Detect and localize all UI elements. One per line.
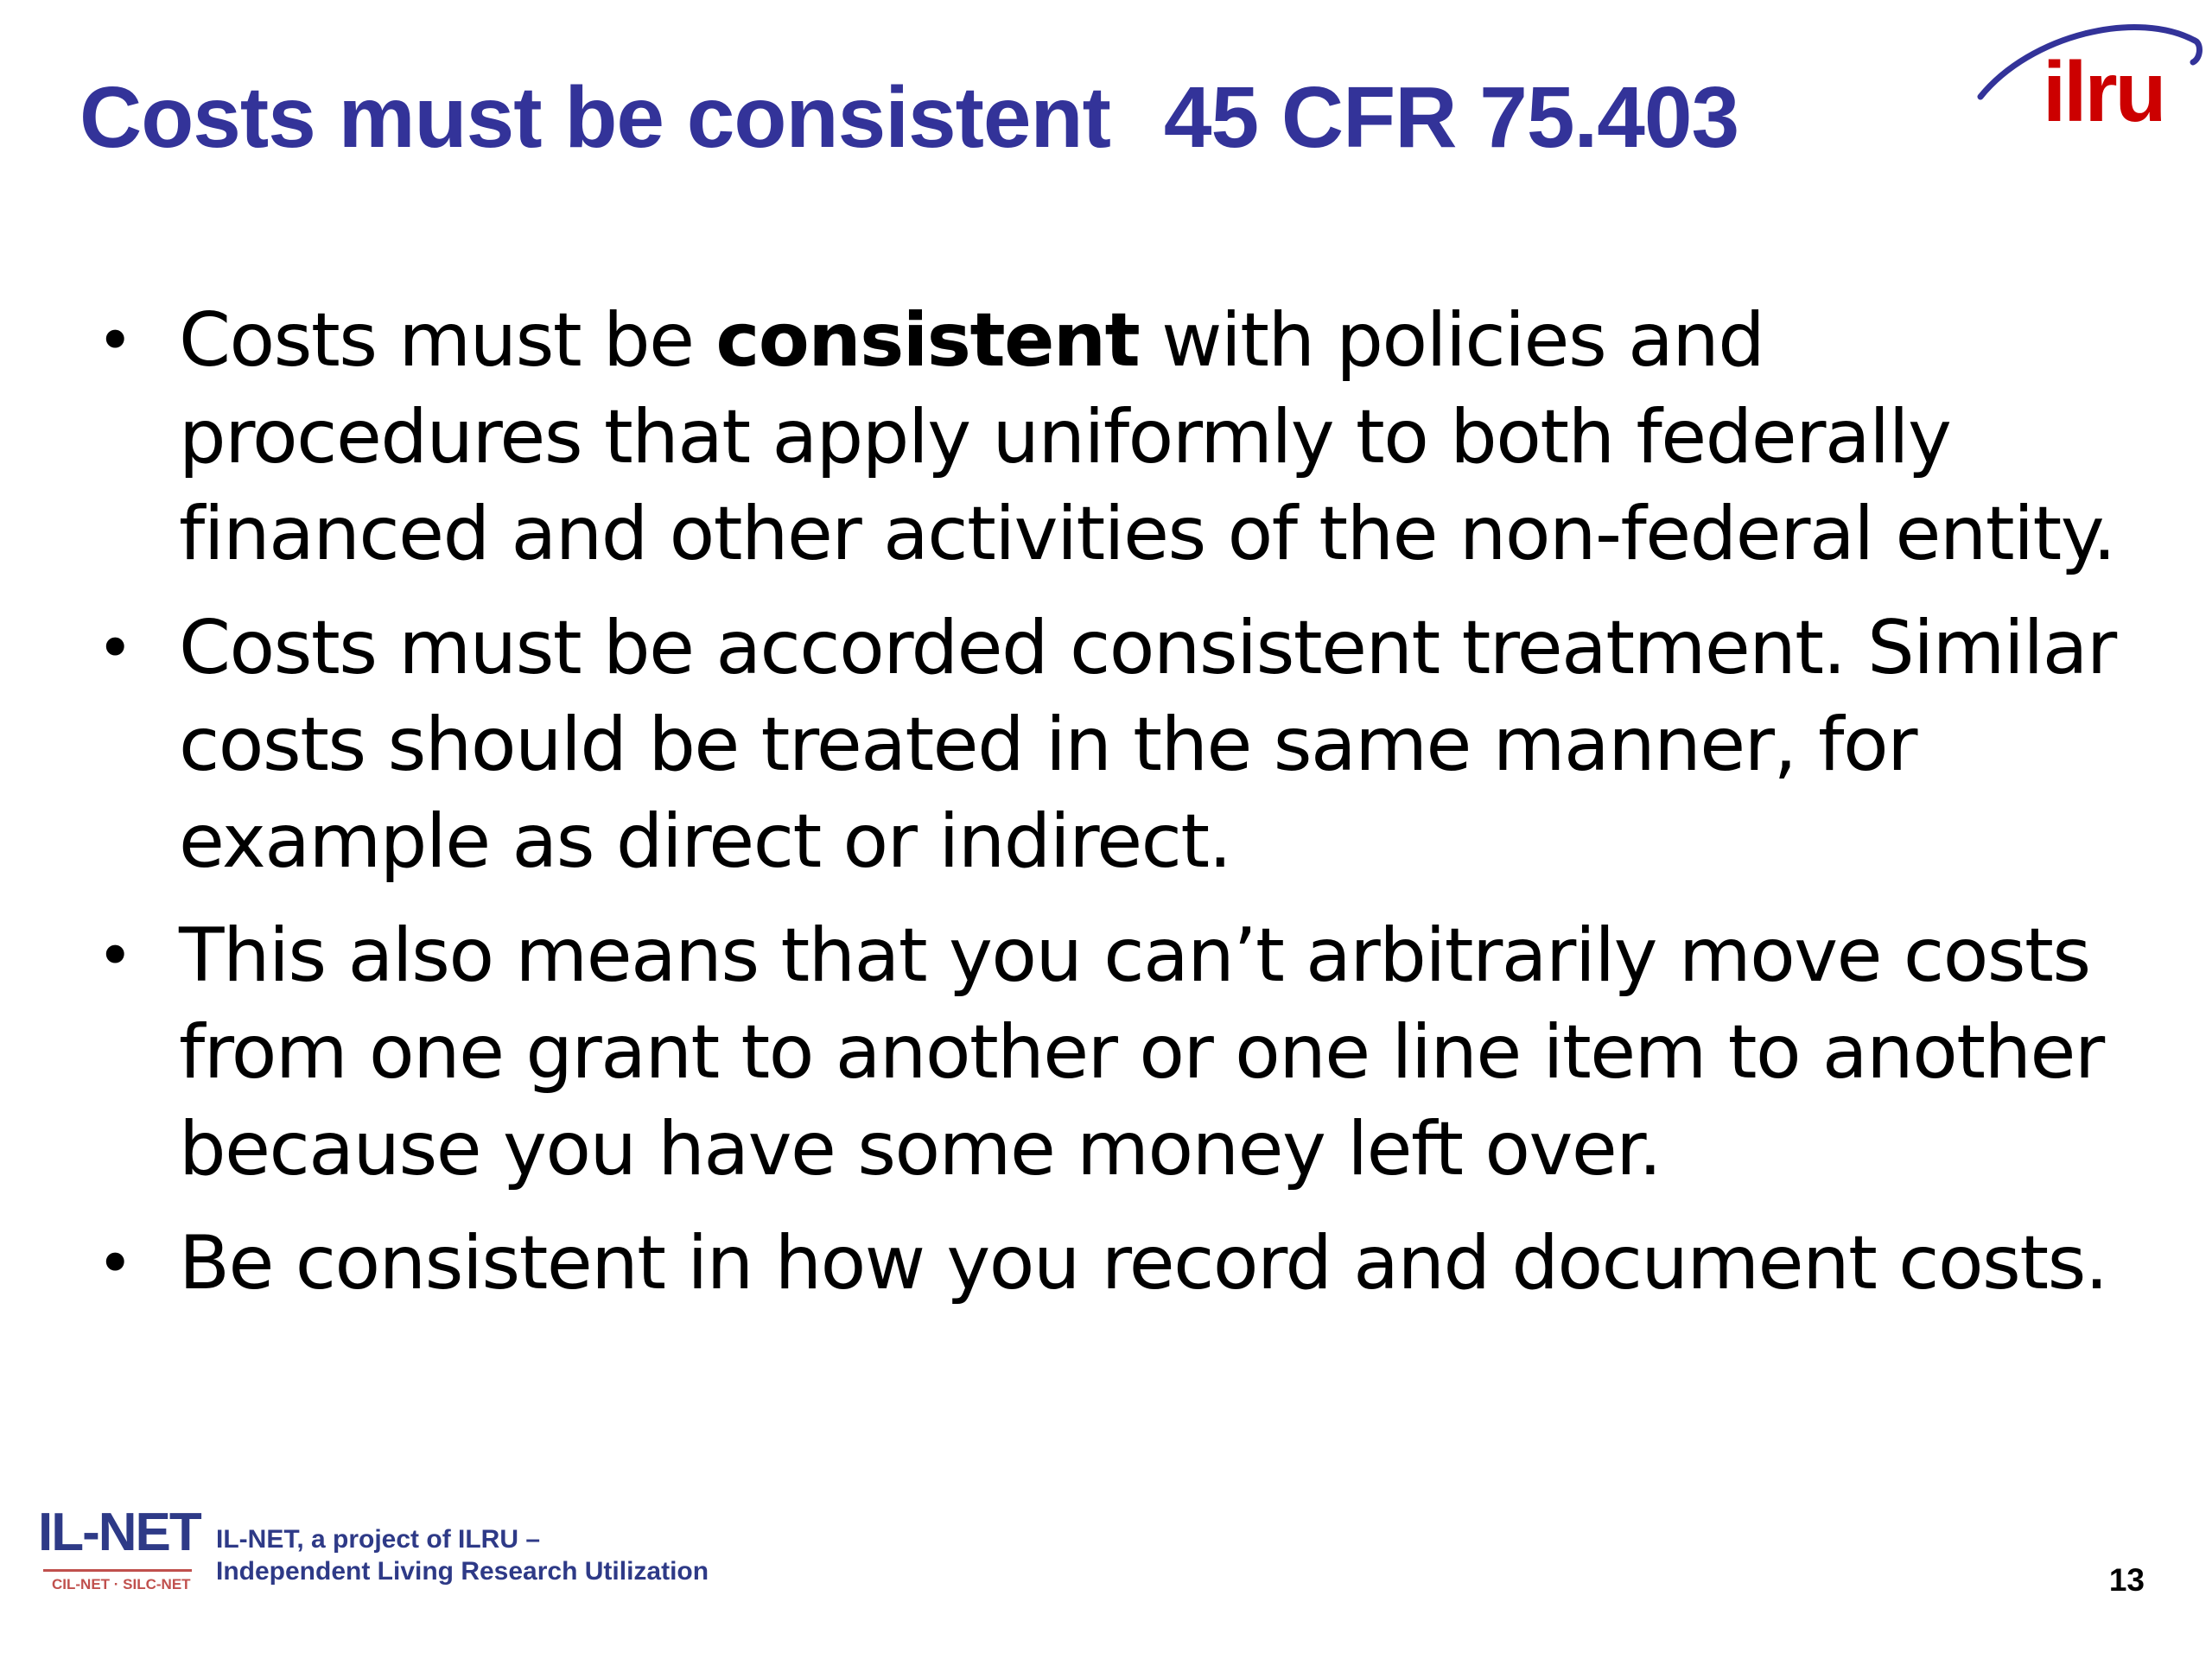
bullet-text: This also means that you can’t arbitrarily move costs from one grant to another or one line item to another because you have some money left over. (179, 912, 2104, 1192)
ilru-logo-icon (1970, 9, 2203, 138)
bullet-text-end: with policies and procedures that apply uniformly to both federally financed and other activities of the non-federal entity. (179, 297, 2115, 577)
il-net-logo-subtitle: CIL-NET · SILC-NET (52, 1576, 191, 1592)
bullet-bold-term: consistent (715, 297, 1140, 384)
ilru-logo-text: ilru (2043, 44, 2164, 138)
bullet-text-start: Costs must be (179, 297, 716, 384)
bullet-dot-icon: • (97, 304, 132, 377)
footer-attribution (216, 1523, 709, 1587)
slide-title (79, 66, 1738, 169)
footer-line-1: IL-NET, a project of ILRU – (216, 1525, 541, 1554)
bullet-text: Be consistent in how you record and document costs. (179, 1220, 2107, 1306)
bullet-item-consistent-treatment (86, 600, 2143, 890)
bullet-dot-icon: • (97, 1227, 132, 1300)
title-citation: 45 CFR 75.403 (1163, 69, 1739, 166)
il-net-logo-title: IL-NET (38, 1503, 200, 1562)
page-number: 13 (2108, 1562, 2145, 1598)
il-net-logo (38, 1503, 202, 1599)
bullet-item-record-document (86, 1215, 2143, 1312)
footer-line-2: Independent Living Research Utilization (216, 1557, 709, 1586)
bullet-item-consistent-policies (86, 292, 2143, 582)
title-main: Costs must be consistent (79, 69, 1110, 166)
il-net-logo-rule (43, 1569, 192, 1572)
bullet-list (86, 292, 2143, 1329)
bullet-item-no-arbitrary-moves (86, 907, 2143, 1198)
bullet-dot-icon: • (97, 612, 132, 684)
bullet-text: Costs must be accorded consistent treatment. Similar costs should be treated in the same manner, for example as direct or indirect. (179, 605, 2116, 885)
bullet-dot-icon: • (97, 919, 132, 992)
